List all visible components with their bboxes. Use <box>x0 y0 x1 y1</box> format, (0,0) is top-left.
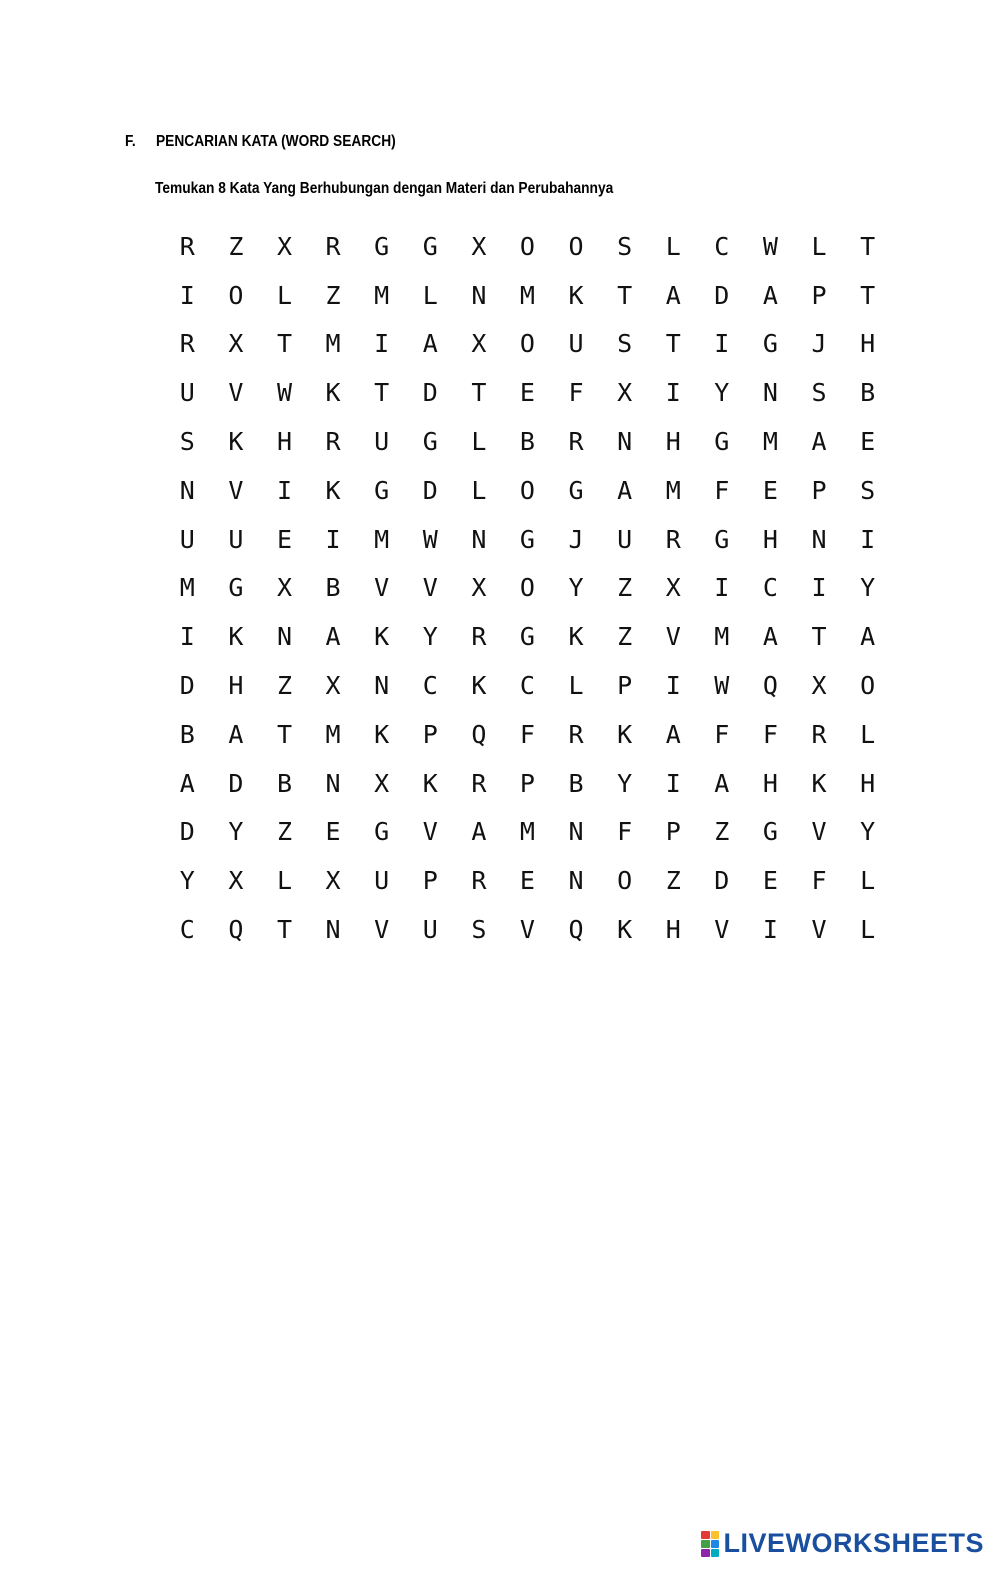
grid-cell[interactable]: M <box>762 427 778 457</box>
grid-cell[interactable]: I <box>811 573 827 603</box>
grid-cell[interactable]: E <box>762 866 778 896</box>
grid-cell[interactable]: Y <box>179 866 195 896</box>
grid-cell[interactable]: K <box>811 768 827 798</box>
grid-cell[interactable]: K <box>617 915 633 945</box>
grid-cell[interactable]: A <box>471 817 487 847</box>
grid-cell[interactable]: M <box>325 329 341 359</box>
grid-cell[interactable]: X <box>471 231 487 261</box>
grid-cell[interactable]: W <box>422 524 438 554</box>
grid-cell[interactable]: X <box>471 329 487 359</box>
grid-cell[interactable]: G <box>519 524 535 554</box>
grid-cell[interactable]: G <box>762 817 778 847</box>
grid-cell[interactable]: Y <box>568 573 584 603</box>
grid-cell[interactable]: G <box>762 329 778 359</box>
grid-cell[interactable]: T <box>811 622 827 652</box>
grid-cell[interactable]: M <box>665 475 681 505</box>
grid-cell[interactable]: T <box>276 719 293 749</box>
grid-cell[interactable]: I <box>665 768 681 798</box>
grid-cell[interactable]: I <box>179 622 195 652</box>
grid-cell[interactable]: F <box>617 817 633 847</box>
grid-cell[interactable]: F <box>762 719 778 749</box>
grid-cell[interactable]: H <box>762 768 778 798</box>
grid-cell[interactable]: B <box>179 719 195 749</box>
grid-cell[interactable]: A <box>228 719 244 749</box>
grid-cell[interactable]: A <box>179 768 195 798</box>
grid-cell[interactable]: Z <box>617 573 633 603</box>
grid-cell[interactable]: D <box>179 671 195 701</box>
grid-cell[interactable]: O <box>617 866 633 896</box>
grid-cell[interactable]: X <box>325 866 341 896</box>
grid-cell[interactable]: B <box>519 427 535 457</box>
grid-cell[interactable]: N <box>568 817 584 847</box>
grid-cell[interactable]: E <box>519 378 535 408</box>
grid-cell[interactable]: K <box>228 622 244 652</box>
grid-cell[interactable]: V <box>422 573 438 603</box>
grid-cell[interactable]: K <box>374 719 390 749</box>
grid-cell[interactable]: N <box>568 866 584 896</box>
logo-block <box>701 1531 710 1539</box>
grid-cell[interactable]: R <box>471 622 487 652</box>
grid-cell[interactable]: I <box>665 378 681 408</box>
grid-cell[interactable]: Z <box>276 817 293 847</box>
grid-cell[interactable]: M <box>519 817 535 847</box>
grid-cell[interactable]: A <box>811 427 827 457</box>
grid-cell[interactable]: N <box>276 622 293 652</box>
grid-cell[interactable]: X <box>374 768 390 798</box>
grid-cell[interactable]: Y <box>422 622 438 652</box>
grid-cell[interactable]: T <box>276 329 293 359</box>
grid-cell[interactable]: I <box>374 329 390 359</box>
grid-cell[interactable]: P <box>665 817 681 847</box>
grid-cell[interactable]: W <box>276 378 293 408</box>
grid-cell[interactable]: N <box>811 524 827 554</box>
grid-cell[interactable]: N <box>325 768 341 798</box>
grid-cell[interactable]: H <box>665 915 681 945</box>
grid-cell[interactable]: D <box>179 817 195 847</box>
grid-cell[interactable]: D <box>228 768 244 798</box>
grid-cell[interactable]: G <box>374 231 390 261</box>
grid-cell[interactable]: A <box>617 475 633 505</box>
grid-cell[interactable]: G <box>228 573 244 603</box>
grid-cell[interactable]: M <box>325 719 341 749</box>
grid-cell[interactable]: G <box>422 231 438 261</box>
grid-cell[interactable]: A <box>325 622 341 652</box>
grid-cell[interactable]: M <box>374 524 390 554</box>
logo-block <box>701 1549 710 1557</box>
grid-cell[interactable]: O <box>519 231 535 261</box>
grid-cell[interactable]: Y <box>860 573 876 603</box>
grid-cell[interactable]: L <box>276 866 293 896</box>
grid-cell[interactable]: S <box>811 378 827 408</box>
grid-cell[interactable]: U <box>374 427 390 457</box>
grid-cell[interactable]: X <box>228 866 244 896</box>
grid-cell[interactable]: F <box>811 866 827 896</box>
liveworksheets-logo-icon <box>701 1531 719 1557</box>
grid-cell[interactable]: M <box>179 573 195 603</box>
grid-cell[interactable]: T <box>665 329 681 359</box>
grid-cell[interactable]: Y <box>860 817 876 847</box>
grid-cell[interactable]: L <box>860 915 876 945</box>
grid-cell[interactable]: A <box>422 329 438 359</box>
grid-cell[interactable]: V <box>665 622 681 652</box>
grid-cell[interactable]: G <box>714 524 730 554</box>
grid-cell[interactable]: Z <box>228 231 244 261</box>
grid-cell[interactable]: N <box>179 475 195 505</box>
grid-cell[interactable]: S <box>860 475 876 505</box>
grid-cell[interactable]: J <box>811 329 827 359</box>
grid-cell[interactable]: P <box>617 671 633 701</box>
grid-cell[interactable]: A <box>665 719 681 749</box>
grid-cell[interactable]: K <box>325 378 341 408</box>
grid-cell[interactable]: K <box>422 768 438 798</box>
grid-cell[interactable]: R <box>325 231 341 261</box>
grid-cell[interactable]: P <box>811 475 827 505</box>
grid-cell[interactable]: V <box>374 573 390 603</box>
grid-cell[interactable]: D <box>422 378 438 408</box>
section-number: F. <box>125 133 136 150</box>
grid-cell[interactable]: H <box>860 329 876 359</box>
grid-cell[interactable]: V <box>228 378 244 408</box>
grid-cell[interactable]: K <box>568 622 584 652</box>
grid-cell[interactable]: C <box>519 671 535 701</box>
grid-cell[interactable]: C <box>179 915 195 945</box>
grid-cell[interactable]: U <box>228 524 244 554</box>
grid-cell[interactable]: Q <box>568 915 584 945</box>
grid-cell[interactable]: I <box>276 475 293 505</box>
grid-cell[interactable]: N <box>374 671 390 701</box>
grid-cell[interactable]: H <box>665 427 681 457</box>
grid-cell[interactable]: A <box>665 280 681 310</box>
grid-cell[interactable]: B <box>325 573 341 603</box>
grid-cell[interactable]: H <box>276 427 293 457</box>
grid-cell[interactable]: V <box>714 915 730 945</box>
grid-cell[interactable]: K <box>374 622 390 652</box>
grid-cell[interactable]: S <box>471 915 487 945</box>
grid-cell[interactable]: Q <box>228 915 244 945</box>
grid-cell[interactable]: R <box>568 719 584 749</box>
grid-cell[interactable]: K <box>325 475 341 505</box>
grid-cell[interactable]: S <box>617 329 633 359</box>
grid-cell[interactable]: Z <box>325 280 341 310</box>
grid-cell[interactable]: T <box>276 915 293 945</box>
grid-cell[interactable]: A <box>762 622 778 652</box>
grid-cell[interactable]: K <box>228 427 244 457</box>
grid-cell[interactable]: D <box>422 475 438 505</box>
grid-cell[interactable]: W <box>762 231 778 261</box>
grid-cell[interactable]: R <box>471 768 487 798</box>
watermark-text: LIVEWORKSHEETS <box>723 1528 984 1558</box>
grid-cell[interactable]: U <box>568 329 584 359</box>
grid-cell[interactable]: X <box>276 231 293 261</box>
grid-cell[interactable]: T <box>617 280 633 310</box>
grid-cell[interactable]: E <box>276 524 293 554</box>
word-search-grid <box>163 222 892 954</box>
grid-cell[interactable]: X <box>276 573 293 603</box>
grid-cell[interactable]: X <box>811 671 827 701</box>
grid-cell[interactable]: C <box>422 671 438 701</box>
grid-cell[interactable]: C <box>762 573 778 603</box>
grid-cell[interactable]: I <box>179 280 195 310</box>
grid-cell[interactable]: B <box>276 768 293 798</box>
grid-cell[interactable]: R <box>568 427 584 457</box>
grid-cell[interactable]: N <box>471 280 487 310</box>
grid-cell[interactable]: S <box>179 427 195 457</box>
grid-cell[interactable]: U <box>179 378 195 408</box>
grid-cell[interactable]: L <box>860 866 876 896</box>
grid-cell[interactable]: Z <box>617 622 633 652</box>
grid-cell[interactable]: D <box>714 866 730 896</box>
grid-cell[interactable]: K <box>568 280 584 310</box>
grid-cell[interactable]: I <box>714 573 730 603</box>
logo-block <box>701 1540 710 1548</box>
grid-cell[interactable]: O <box>519 475 535 505</box>
grid-cell[interactable]: V <box>811 915 827 945</box>
section-title: PENCARIAN KATA (WORD SEARCH) <box>155 133 396 150</box>
grid-cell[interactable]: V <box>519 915 535 945</box>
grid-cell[interactable]: R <box>325 427 341 457</box>
grid-cell[interactable]: I <box>665 671 681 701</box>
grid-cell[interactable]: R <box>179 231 195 261</box>
grid-cell[interactable]: J <box>568 524 584 554</box>
grid-cell[interactable]: Q <box>471 719 487 749</box>
grid-cell[interactable]: I <box>860 524 876 554</box>
grid-cell[interactable]: S <box>617 231 633 261</box>
grid-cell[interactable]: K <box>617 719 633 749</box>
grid-cell[interactable]: O <box>568 231 584 261</box>
grid-cell[interactable]: X <box>665 573 681 603</box>
grid-cell[interactable]: Z <box>714 817 730 847</box>
logo-block <box>711 1531 720 1539</box>
grid-cell[interactable]: L <box>276 280 293 310</box>
grid-cell[interactable]: L <box>422 280 438 310</box>
grid-cell[interactable]: M <box>374 280 390 310</box>
grid-cell[interactable]: G <box>568 475 584 505</box>
grid-cell[interactable]: Q <box>762 671 778 701</box>
grid-cell[interactable]: U <box>422 915 438 945</box>
grid-cell[interactable]: T <box>860 231 876 261</box>
grid-cell[interactable]: F <box>519 719 535 749</box>
grid-cell[interactable]: B <box>860 378 876 408</box>
grid-cell[interactable]: V <box>811 817 827 847</box>
grid-cell[interactable]: G <box>714 427 730 457</box>
grid-cell[interactable]: D <box>714 280 730 310</box>
grid-cell[interactable]: I <box>325 524 341 554</box>
grid-cell[interactable]: V <box>422 817 438 847</box>
grid-cell[interactable]: I <box>714 329 730 359</box>
grid-cell[interactable]: I <box>762 915 778 945</box>
grid-cell[interactable]: M <box>519 280 535 310</box>
grid-cell[interactable]: E <box>860 427 876 457</box>
grid-cell[interactable]: X <box>228 329 244 359</box>
grid-cell[interactable]: L <box>811 231 827 261</box>
grid-cell[interactable]: N <box>617 427 633 457</box>
grid-cell[interactable]: G <box>374 475 390 505</box>
grid-cell[interactable]: P <box>422 866 438 896</box>
grid-cell[interactable]: B <box>568 768 584 798</box>
grid-cell[interactable]: M <box>714 622 730 652</box>
grid-cell[interactable]: H <box>860 768 876 798</box>
grid-cell[interactable]: R <box>665 524 681 554</box>
grid-cell[interactable]: Z <box>665 866 681 896</box>
grid-cell[interactable]: A <box>860 622 876 652</box>
grid-cell[interactable]: O <box>519 329 535 359</box>
logo-block <box>711 1540 720 1548</box>
grid-cell[interactable]: G <box>519 622 535 652</box>
grid-cell[interactable]: H <box>762 524 778 554</box>
grid-cell[interactable]: L <box>471 427 487 457</box>
grid-cell[interactable]: Z <box>276 671 293 701</box>
logo-block <box>711 1549 720 1557</box>
grid-cell[interactable]: P <box>519 768 535 798</box>
instruction-text: Temukan 8 Kata Yang Berhubungan dengan Materi dan Perubahannya <box>155 180 614 197</box>
grid-cell[interactable]: F <box>714 719 730 749</box>
grid-cell[interactable]: L <box>471 475 487 505</box>
grid-cell[interactable]: R <box>179 329 195 359</box>
grid-cell[interactable]: H <box>228 671 244 701</box>
grid-cell[interactable]: O <box>228 280 244 310</box>
grid-cell[interactable]: U <box>617 524 633 554</box>
grid-cell[interactable]: L <box>568 671 584 701</box>
grid-cell[interactable]: U <box>374 866 390 896</box>
grid-cell[interactable]: P <box>811 280 827 310</box>
grid-cell[interactable]: E <box>762 475 778 505</box>
liveworksheets-watermark <box>701 1528 984 1559</box>
grid-cell[interactable]: N <box>325 915 341 945</box>
grid-cell[interactable]: X <box>325 671 341 701</box>
grid-cell[interactable]: N <box>471 524 487 554</box>
grid-cell[interactable]: X <box>471 573 487 603</box>
grid-cell[interactable]: F <box>568 378 584 408</box>
grid-cell[interactable]: E <box>519 866 535 896</box>
grid-cell[interactable]: F <box>714 475 730 505</box>
grid-cell[interactable]: U <box>179 524 195 554</box>
grid-cell[interactable]: O <box>860 671 876 701</box>
grid-cell[interactable]: X <box>617 378 633 408</box>
grid-cell[interactable]: N <box>762 378 778 408</box>
grid-cell[interactable]: T <box>374 378 390 408</box>
grid-cell[interactable]: K <box>471 671 487 701</box>
grid-cell[interactable]: E <box>325 817 341 847</box>
grid-cell[interactable]: G <box>422 427 438 457</box>
grid-cell[interactable]: R <box>471 866 487 896</box>
grid-cell[interactable]: G <box>374 817 390 847</box>
grid-cell[interactable]: P <box>422 719 438 749</box>
grid-cell[interactable]: Y <box>714 378 730 408</box>
grid-cell[interactable]: O <box>519 573 535 603</box>
grid-cell[interactable]: A <box>762 280 778 310</box>
grid-cell[interactable]: L <box>665 231 681 261</box>
section-heading <box>125 133 396 151</box>
grid-cell[interactable]: V <box>374 915 390 945</box>
grid-cell[interactable]: T <box>471 378 487 408</box>
grid-cell[interactable]: W <box>714 671 730 701</box>
grid-cell[interactable]: R <box>811 719 827 749</box>
grid-cell[interactable]: T <box>860 280 876 310</box>
grid-cell[interactable]: Y <box>617 768 633 798</box>
grid-cell[interactable]: L <box>860 719 876 749</box>
grid-cell[interactable]: V <box>228 475 244 505</box>
grid-cell[interactable]: C <box>714 231 730 261</box>
grid-cell[interactable]: A <box>714 768 730 798</box>
grid-cell[interactable]: Y <box>228 817 244 847</box>
